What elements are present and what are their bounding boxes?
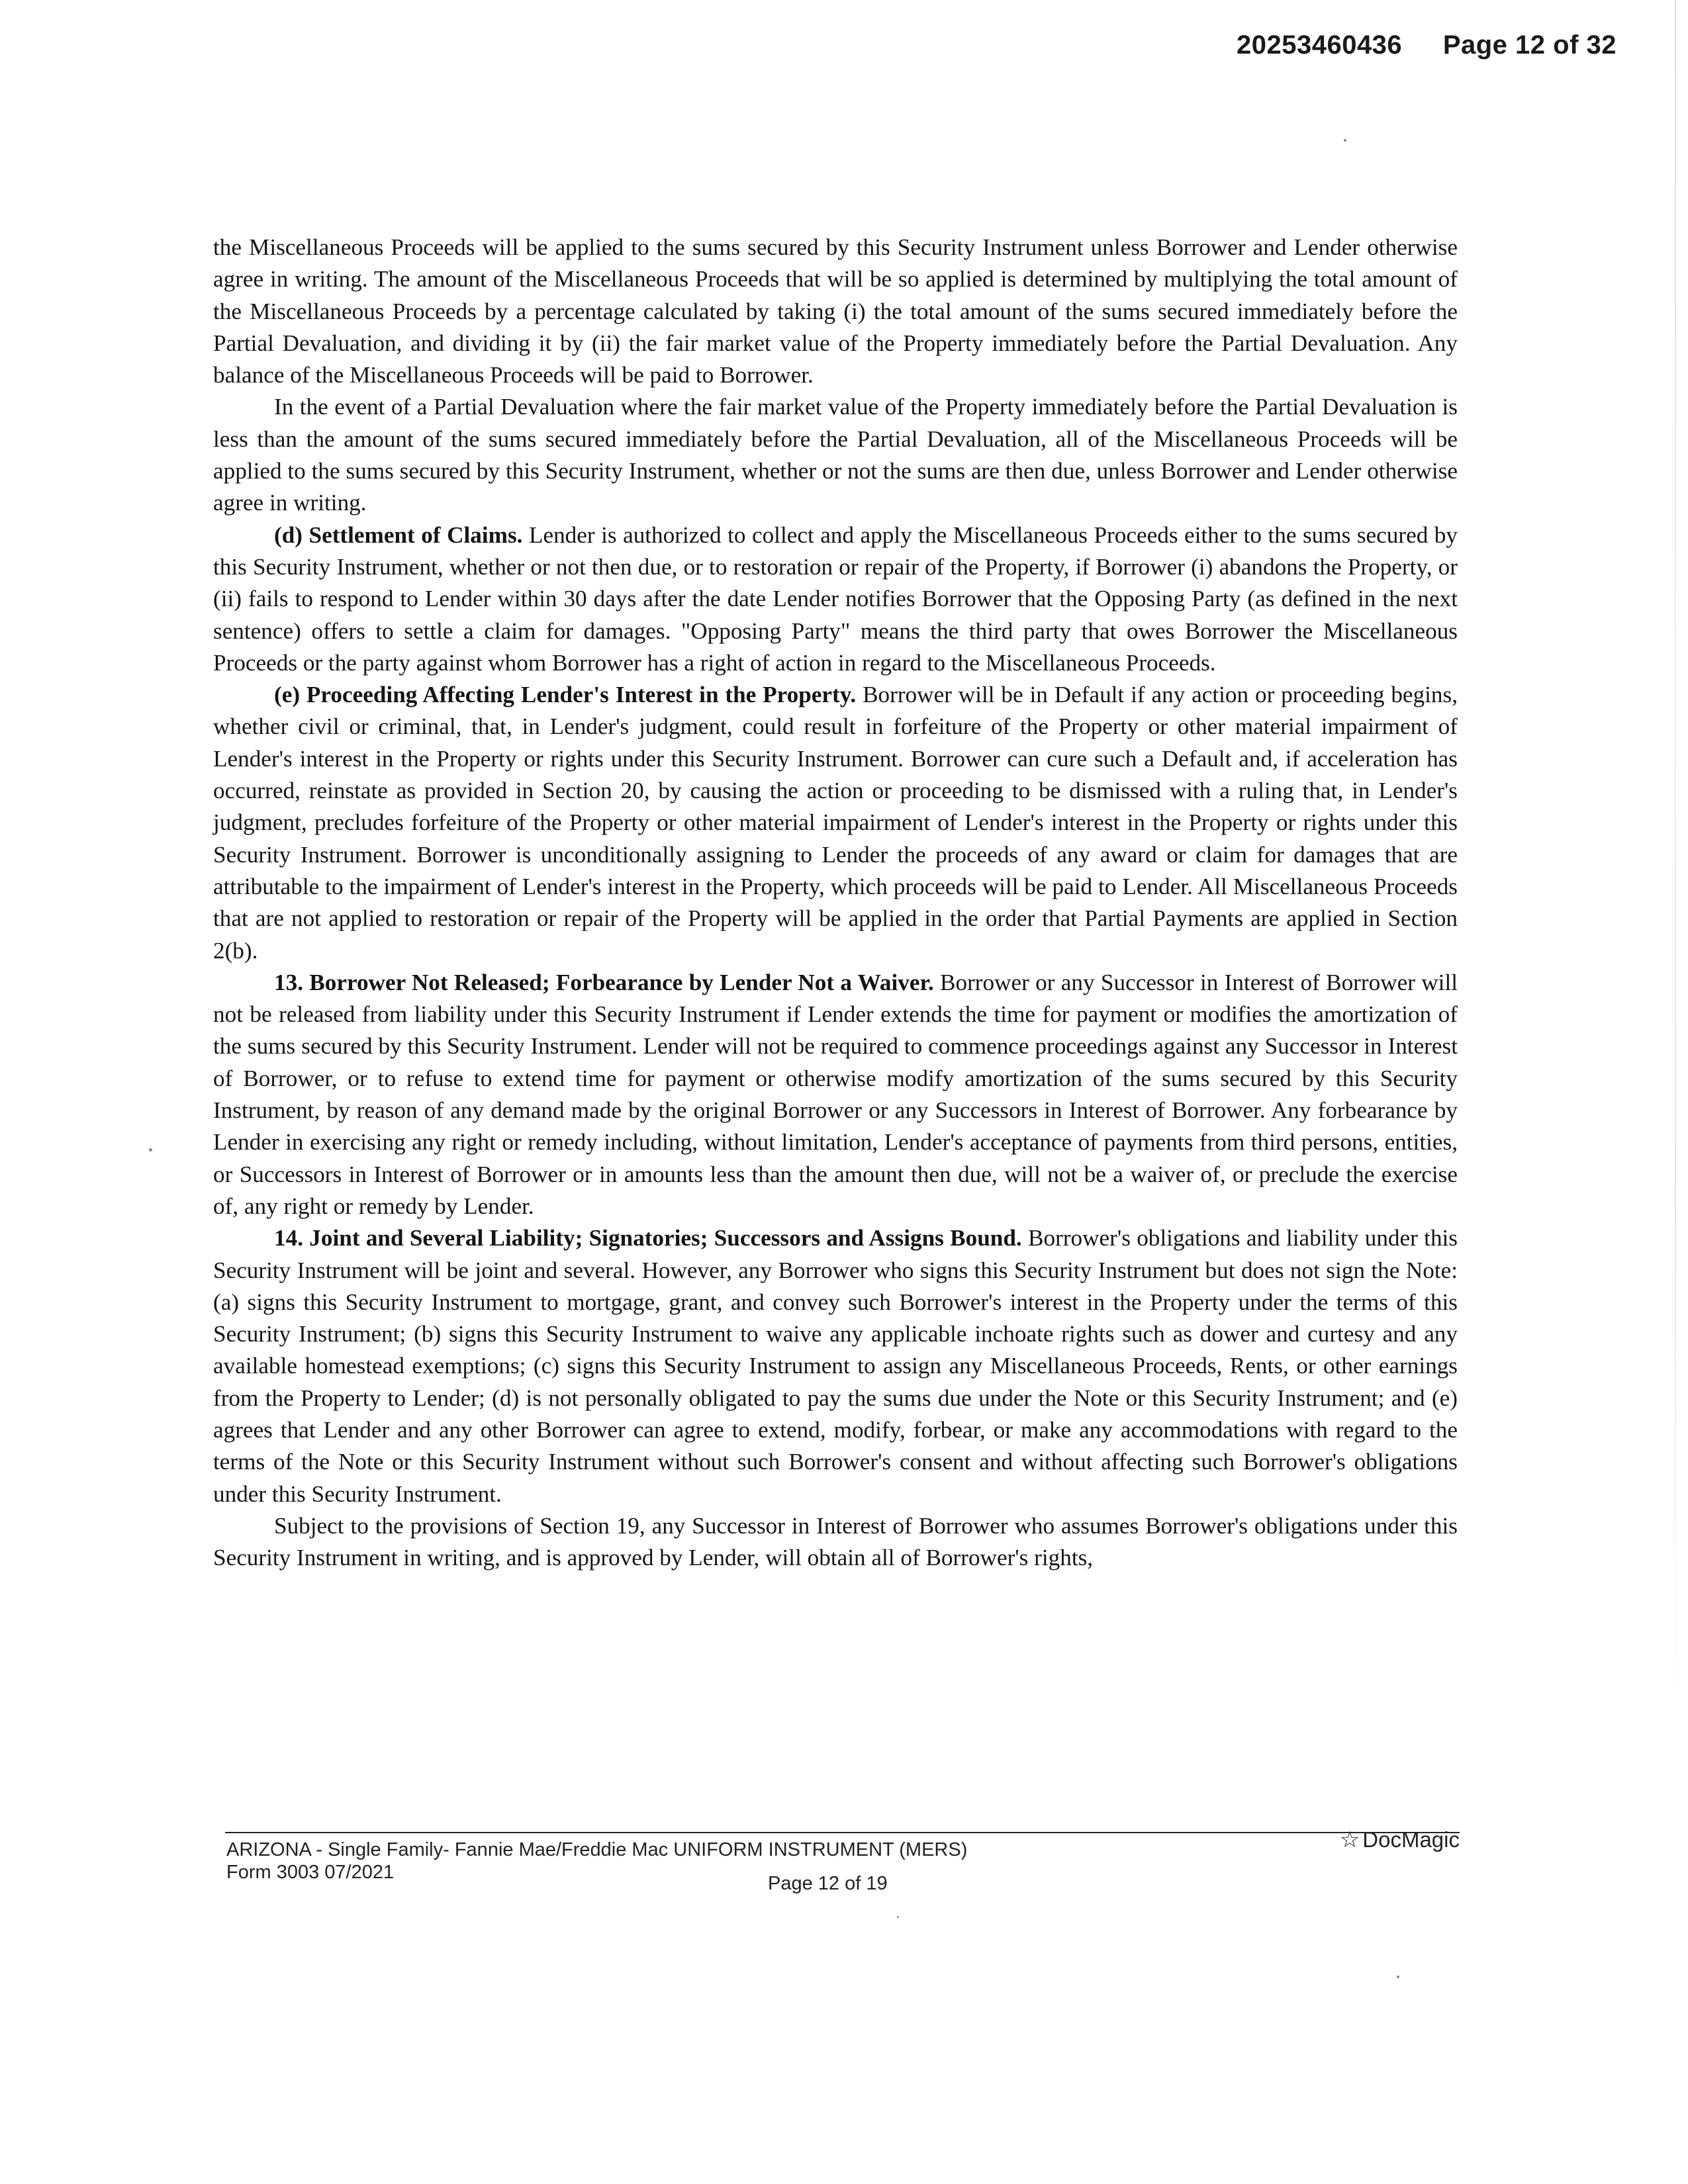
recording-page-label: Page 12 of 32 (1442, 30, 1617, 60)
footer-divider (225, 1832, 1460, 1833)
document-number: 20253460436 (1236, 30, 1403, 60)
recording-header (1237, 30, 1617, 60)
paragraph-heading: (e) Proceeding Affecting Lender's Interest in the Property. (274, 682, 857, 708)
scan-speck (897, 1916, 899, 1918)
paragraph (213, 391, 1458, 519)
paragraph (213, 967, 1458, 1222)
logo-text: DocMagic (1362, 1827, 1460, 1852)
document-body (213, 232, 1458, 1574)
form-number: Form 3003 07/2021 (226, 1862, 395, 1883)
paragraph-heading: 13. Borrower Not Released; Forbearance by Lender Not a Waiver. (274, 969, 934, 995)
scan-speck (1344, 139, 1346, 142)
scan-edge-artifact (1675, 0, 1676, 1721)
paragraph-heading: (d) Settlement of Claims. (274, 522, 523, 548)
scan-speck (149, 1148, 152, 1152)
footer-page-number: Page 12 of 19 (768, 1873, 888, 1894)
paragraph-text: the Miscellaneous Proceeds will be applied to the sums secured by this Security Instrument unless Borrower and Lender otherwise agree in writing. The amount of the Miscellaneous Proceeds that will be so applied is determined by multiplying the total amount of the Miscellaneous Proceeds by a percentage calculated by taking (i) the total amount of the sums secured immediately before the Partial Devaluation, and dividing it by (ii) the fair market value of the Property immediately before the Partial Devaluation. Any balance of the Miscellaneous Proceeds will be paid to Borrower. (213, 234, 1458, 388)
paragraph (213, 1222, 1458, 1510)
paragraph (213, 679, 1458, 967)
docmagic-logo (1340, 1827, 1460, 1853)
paragraph-text: Borrower's obligations and liability under this Security Instrument will be joint and several. However, any Borrower who signs this Security Instrument but does not sign the Note: (a) signs this Security Instrument to mortgage, grant, and convey such Borrower's interest in the Property under the terms of this Security Instrument; (b) signs this Security Instrument to waive any applicable inchoate rights such as dower and curtesy and any available homestead exemptions; (c) signs this Security Instrument to assign any Miscellaneous Proceeds, Rents, or other earnings from the Property to Lender; (d) is not personally obligated to pay the sums due under the Note or this Security Instrument; and (e) agrees that Lender and any other Borrower can agree to extend, modify, forbear, or make any accommodations with regard to the terms of the Note or this Security Instrument without such Borrower's consent and without affecting such Borrower's obligations under this Security Instrument. (213, 1225, 1458, 1507)
paragraph (213, 1510, 1458, 1574)
paragraph-text: Borrower will be in Default if any action or proceeding begins, whether civil or criminal, that, in Lender's judgment, could result in forfeiture of the Property or other material impairment of Lender's interest in the Property or rights under this Security Instrument. Borrower can cure such a Default and, if acceleration has occurred, reinstate as provided in Section 20, by causing the action or proceeding to be dismissed with a ruling that, in Lender's judgment, precludes forfeiture of the Property or other material impairment of Lender's interest in the Property or rights under this Security Instrument. Borrower is unconditionally assigning to Lender the proceeds of any award or claim for damages that are attributable to the impairment of Lender's interest in the Property, which proceeds will be paid to Lender. All Miscellaneous Proceeds that are not applied to restoration or repair of the Property will be applied in the order that Partial Payments are applied in Section 2(b). (213, 682, 1458, 964)
paragraph-text: Subject to the provisions of Section 19, any Successor in Interest of Borrower who assumes Borrower's obligations under this Security Instrument in writing, and is approved by Lender, will obtain all of Borrower's rights, (213, 1512, 1458, 1571)
scan-speck (1397, 1976, 1399, 1978)
paragraph-text: Borrower or any Successor in Interest of Borrower will not be released from liability under this Security Instrument if Lender extends the time for payment or modifies the amortization of the sums secured by this Security Instrument. Lender will not be required to commence proceedings against any Successor in Interest of Borrower, or to refuse to extend time for payment or otherwise modify amortization of the sums secured by this Security Instrument, by reason of any demand made by the original Borrower or any Successors in Interest of Borrower. Any forbearance by Lender in exercising any right or remedy including, without limitation, Lender's acceptance of payments from third persons, entities, or Successors in Interest of Borrower or in amounts less than the amount then due, will not be a waiver of, or preclude the exercise of, any right or remedy by Lender. (213, 969, 1458, 1219)
paragraph (213, 520, 1458, 679)
paragraph-heading: 14. Joint and Several Liability; Signatories; Successors and Assigns Bound. (274, 1225, 1022, 1251)
form-title: ARIZONA - Single Family- Fannie Mae/Freddie Mac UNIFORM INSTRUMENT (MERS) (226, 1839, 968, 1860)
paragraph-text: Lender is authorized to collect and apply the Miscellaneous Proceeds either to the sums secured by this Security Instrument, whether or not then due, or to restoration or repair of the Property, if Borrower (i) abandons the Property, or (ii) fails to respond to Lender within 30 days after the date Lender notifies Borrower that the Opposing Party (as defined in the next sentence) offers to settle a claim for damages. "Opposing Party" means the third party that owes Borrower the Miscellaneous Proceeds or the party against whom Borrower has a right of action in regard to the Miscellaneous Proceeds. (213, 522, 1458, 676)
paragraph (213, 232, 1458, 391)
star-icon: ☆ (1339, 1827, 1360, 1852)
paragraph-text: In the event of a Partial Devaluation where the fair market value of the Property immediately before the Partial Devaluation is less than the amount of the sums secured immediately before the Partial Devaluation, all of the Miscellaneous Proceeds will be applied to the sums secured by this Security Instrument, whether or not the sums are then due, unless Borrower and Lender otherwise agree in writing. (213, 394, 1458, 516)
